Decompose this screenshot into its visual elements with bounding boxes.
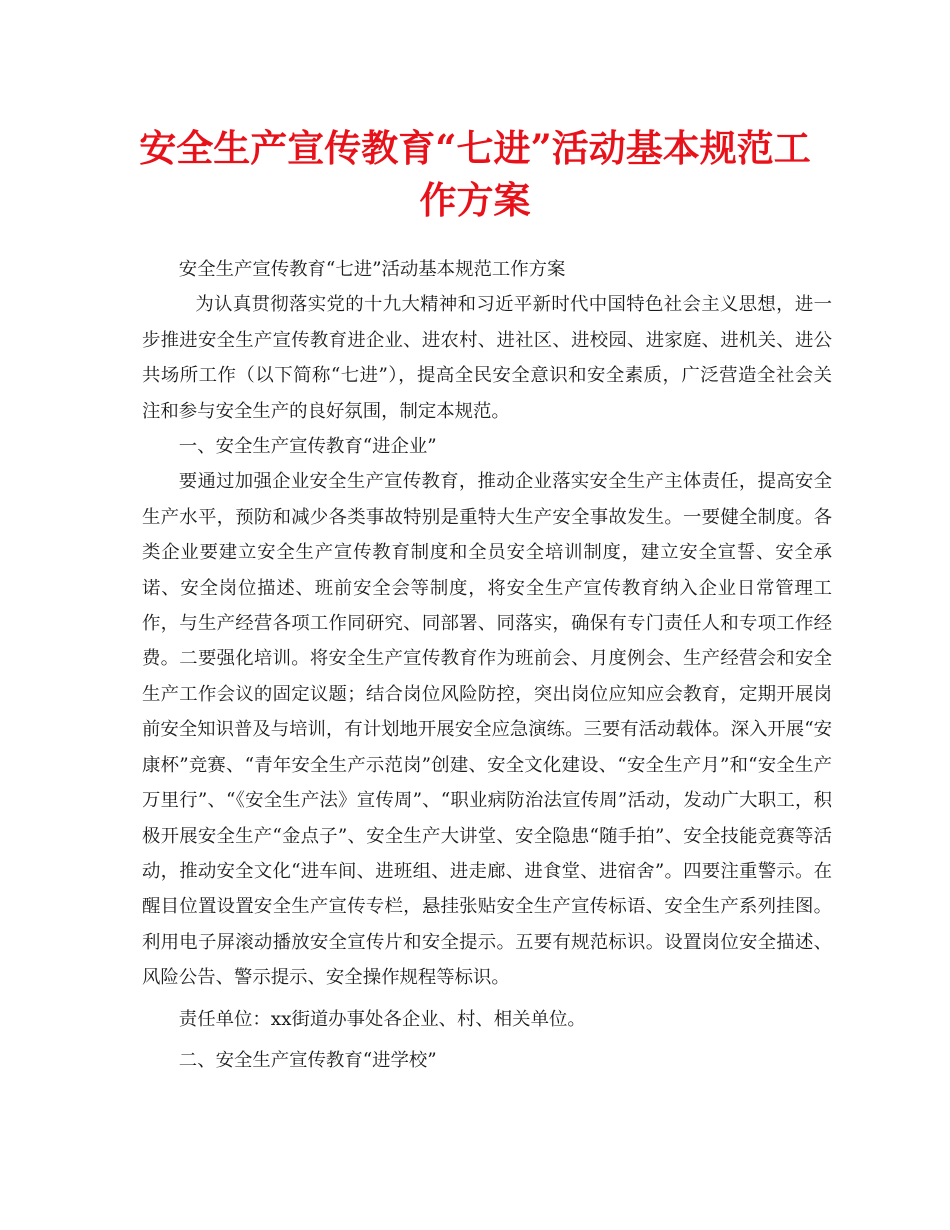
enterprise-paragraph: 要通过加强企业安全生产宣传教育，推动企业落实安全生产主体责任，提高安全生产水平，预防和减少各类事故特别是重特大生产安全事故发生。一要健全制度。各类企业要建立安全生产宣传教育制度和全员安全培训制度，建立安全宣誓、安全承诺、安全岗位描述、班前安全会等制度，将安全生产宣传教育纳入企业日常管理工作，与生产经营各项工作同研究、同部署、同落实，确保有专门责任人和专项工作经费。二要强化培训。将安全生产宣传教育作为班前会、月度例会、生产经营会和安全生产工作会议的固定议题；结合岗位风险防控，突出岗位应知应会教育，定期开展岗前安全知识普及与培训，有计划地开展安全应急演练。三要有活动载体。深入开展“安康杯”竞赛、“青年安全生产示范岗”创建、安全文化建设、“安全生产月”和“安全生产万里行”、“《安全生产法》宣传周”、“职业病防治法宣传周”活动，发动广大职工，积极开展安全生产“金点子”、安全生产大讲堂、安全隐患“随手拍”、安全技能竞赛等活动，推动安全文化“进车间、进班组、进走廊、进食堂、进宿舍”。四要注重警示。在醒目位置设置安全生产宣传专栏，悬挂张贴安全生产宣传标语、安全生产系列挂图。利用电子屏滚动播放安全宣传片和安全提示。五要有规范标识。设置岗位安全描述、风险公告、警示提示、安全操作规程等标识。 <box>142 471 832 989</box>
responsible-unit-paragraph: 责任单位：xx街道办事处各企业、村、相关单位。 <box>178 1008 586 1030</box>
document-title-line-2: 作方案 <box>419 178 531 222</box>
intro-paragraph: 为认真贯彻落实党的十九大精神和习近平新时代中国特色社会主义思想，进一步推进安全生产宣传教育进企业、进农村、进社区、进校园、进家庭、进机关、进公共场所工作（以下简称“七进”），提高全民安全意识和安全素质，广泛营造全社会关注和参与安全生产的良好氛围，制定本规范。 <box>142 294 832 422</box>
section-heading-school: 二、安全生产宣传教育“进学校” <box>178 1049 437 1071</box>
subtitle-paragraph: 安全生产宣传教育“七进”活动基本规范工作方案 <box>178 259 566 280</box>
document-title <box>120 122 830 226</box>
section-heading-enterprise: 一、安全生产宣传教育“进企业” <box>178 436 437 458</box>
document-body <box>142 252 832 1078</box>
document-title-line-1: 安全生产宣传教育“七进”活动基本规范工 <box>139 126 811 170</box>
